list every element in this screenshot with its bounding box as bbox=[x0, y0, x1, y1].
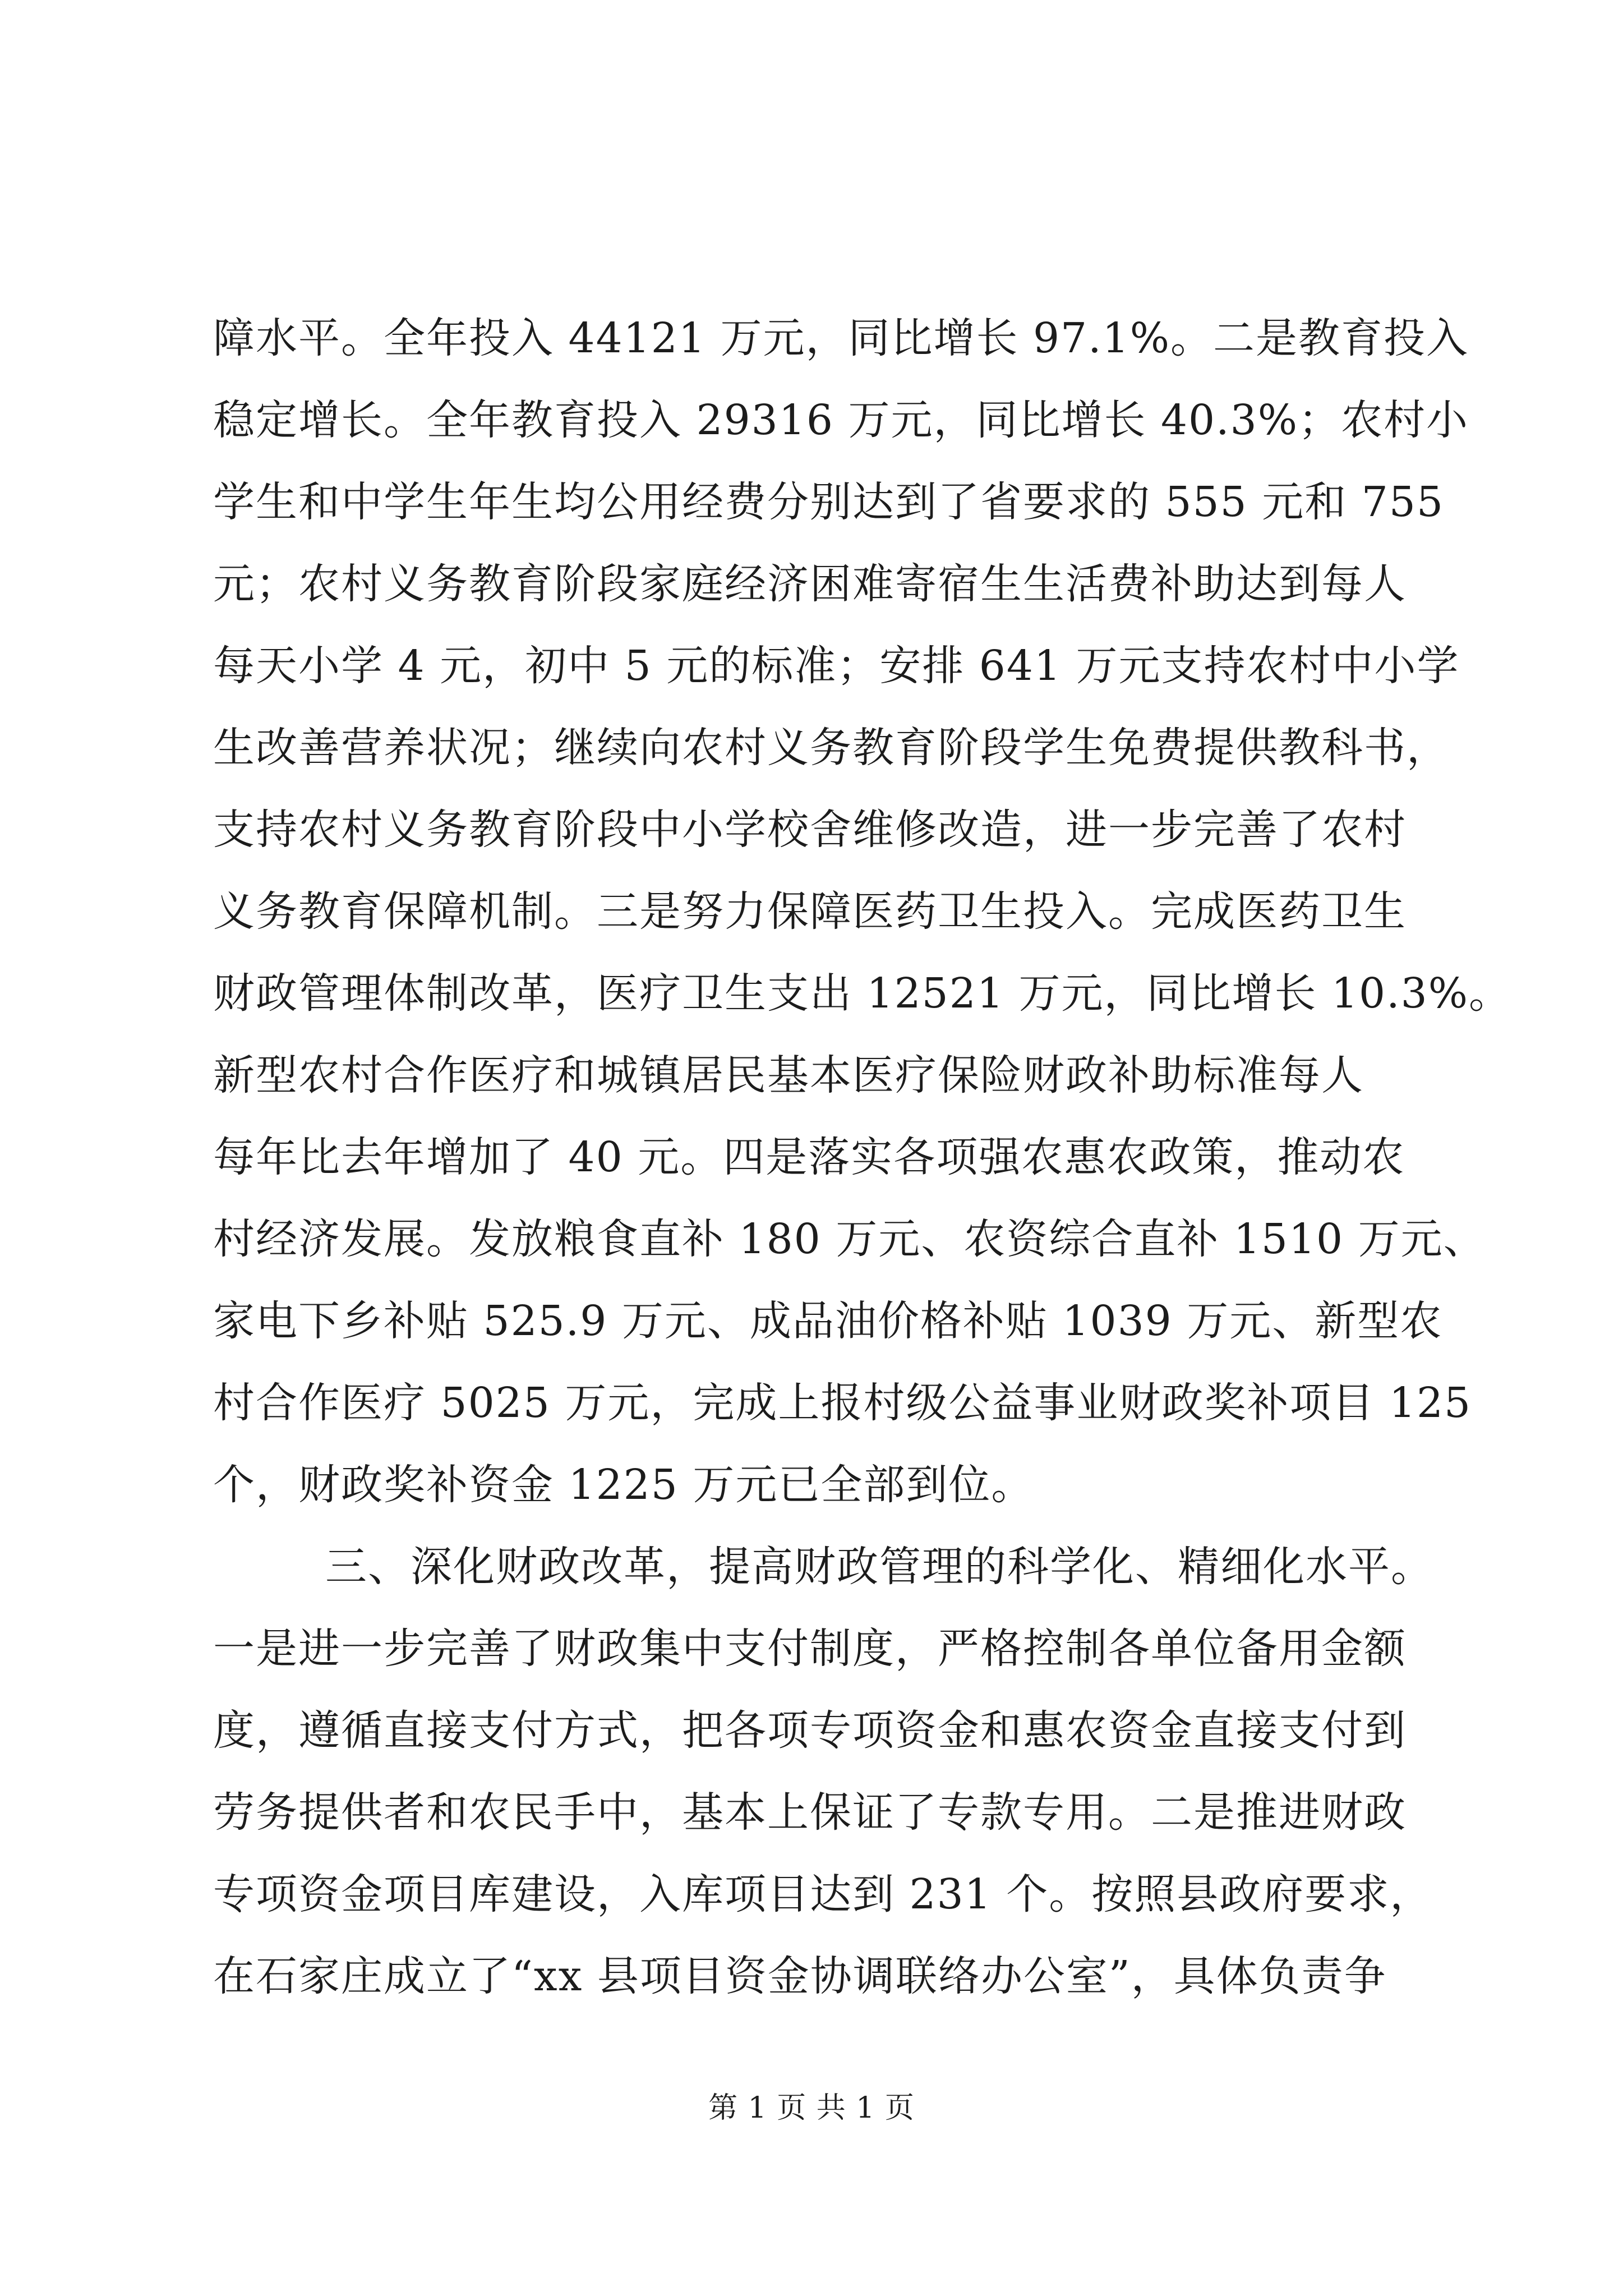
section-heading-line: 三、深化财政改革，提高财政管理的科学化、精细化水平。 bbox=[325, 1543, 1433, 1591]
text-line: 生改善营养状况；继续向农村义务教育阶段学生免费提供教科书， bbox=[213, 724, 1449, 772]
text-line: 在石家庄成立了“xx 县项目资金协调联络办公室”，具体负责争 bbox=[213, 1952, 1387, 2000]
text-line: 支持农村义务教育阶段中小学校舍维修改造，进一步完善了农村 bbox=[213, 806, 1407, 854]
text-line: 度，遵循直接支付方式，把各项专项资金和惠农资金直接支付到 bbox=[213, 1706, 1407, 1755]
text-line: 元；农村义务教育阶段家庭经济困难寄宿生生活费补助达到每人 bbox=[213, 560, 1407, 608]
text-line: 个，财政奖补资金 1225 万元已全部到位。 bbox=[213, 1461, 1034, 1509]
text-line: 一是进一步完善了财政集中支付制度，严格控制各单位备用金额 bbox=[213, 1625, 1407, 1673]
text-line: 专项资金项目库建设，入库项目达到 231 个。按照县政府要求， bbox=[213, 1870, 1433, 1918]
text-line: 学生和中学生年生均公用经费分别达到了省要求的 555 元和 755 bbox=[213, 478, 1445, 526]
text-line: 稳定增长。全年教育投入 29316 万元，同比增长 40.3%；农村小 bbox=[213, 396, 1469, 444]
text-line: 财政管理体制改革，医疗卫生支出 12521 万元，同比增长 10.3%。 bbox=[213, 969, 1512, 1018]
text-line: 村合作医疗 5025 万元，完成上报村级公益事业财政奖补项目 125 bbox=[213, 1379, 1472, 1427]
text-line: 每天小学 4 元，初中 5 元的标准；安排 641 万元支持农村中小学 bbox=[213, 642, 1460, 690]
text-line: 障水平。全年投入 44121 万元，同比增长 97.1%。二是教育投入 bbox=[213, 314, 1469, 362]
text-line: 劳务提供者和农民手中，基本上保证了专款专用。二是推进财政 bbox=[213, 1788, 1407, 1837]
text-line: 义务教育保障机制。三是努力保障医药卫生投入。完成医药卫生 bbox=[213, 887, 1407, 936]
text-line: 家电下乡补贴 525.9 万元、成品油价格补贴 1039 万元、新型农 bbox=[213, 1297, 1443, 1345]
text-line: 每年比去年增加了 40 元。四是落实各项强农惠农政策，推动农 bbox=[213, 1133, 1405, 1181]
text-line: 村经济发展。发放粮食直补 180 万元、农资综合直补 1510 万元、 bbox=[213, 1215, 1486, 1263]
text-line: 新型农村合作医疗和城镇居民基本医疗保险财政补助标准每人 bbox=[213, 1051, 1364, 1099]
page-number-footer: 第 1 页 共 1 页 bbox=[708, 2091, 915, 2125]
